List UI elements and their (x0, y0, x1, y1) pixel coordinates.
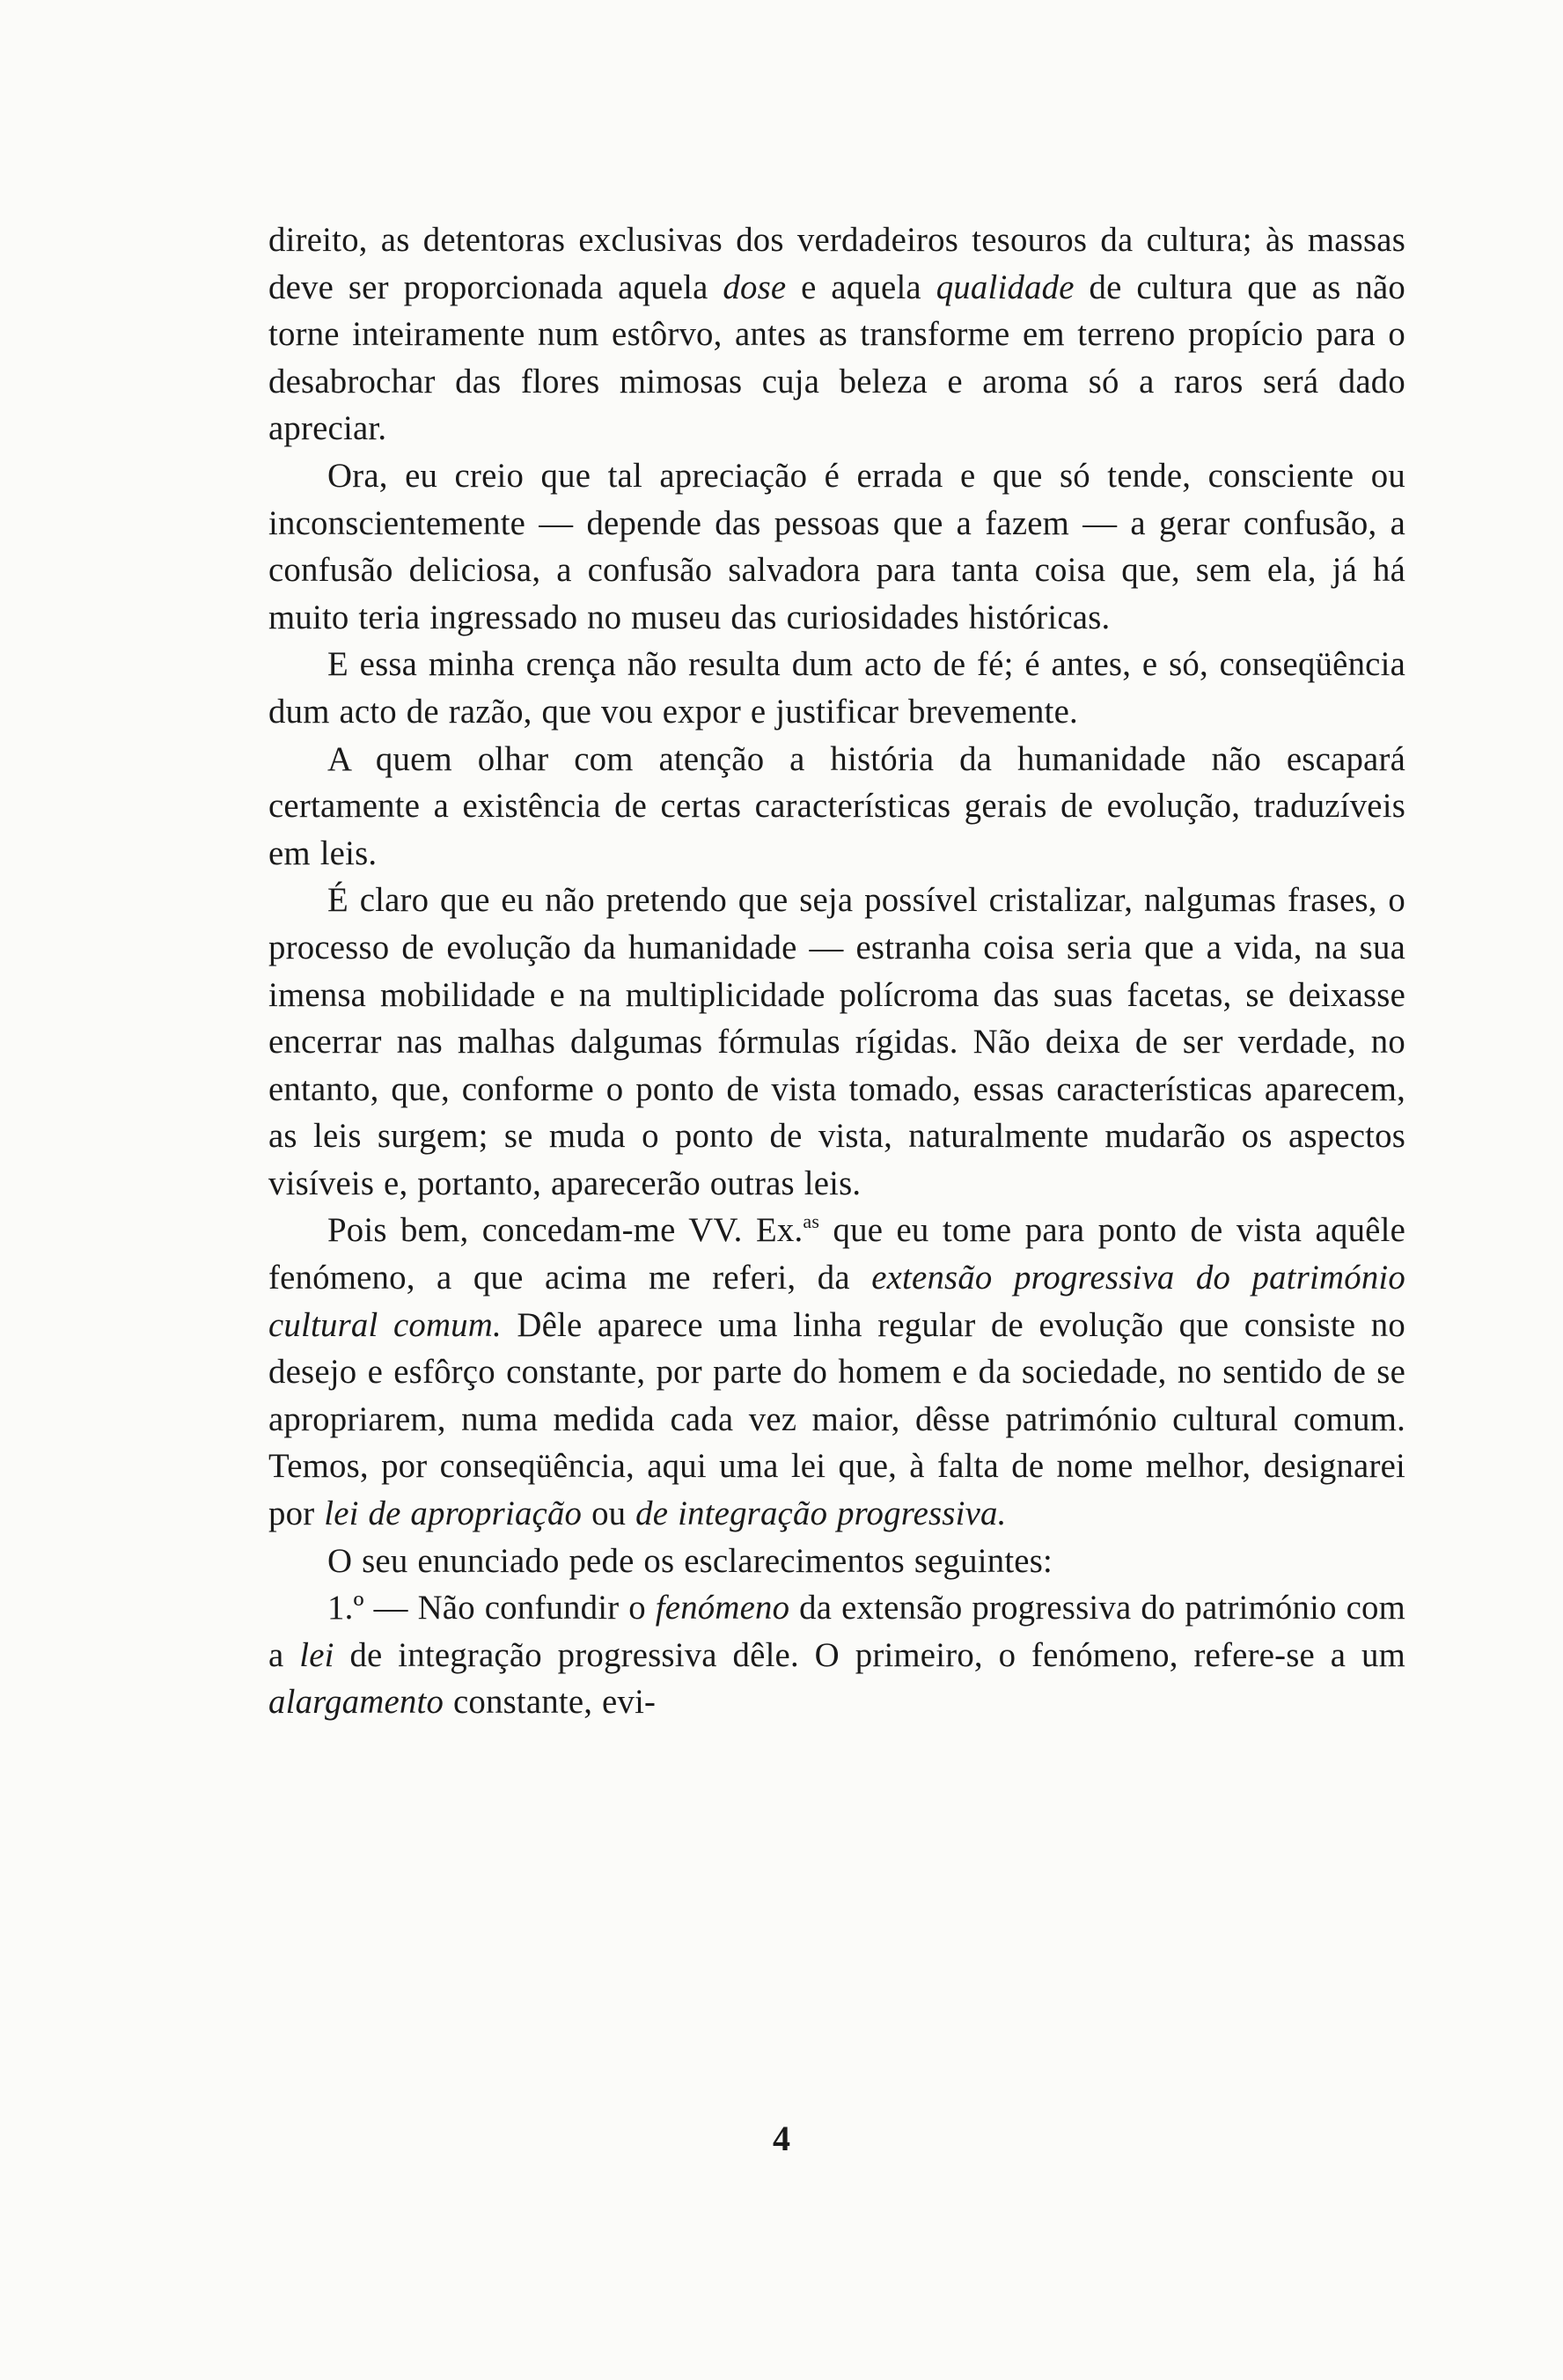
text-run: e aquela (786, 268, 936, 306)
italic-text: dose (723, 268, 787, 306)
text-run: de integração progressiva dêle. O primeiro, o fenómeno, refere-se a um (334, 1635, 1405, 1674)
italic-text: extensão progressiva do património cultural comum. (268, 1259, 1405, 1344)
paragraph (268, 1207, 1405, 1537)
italic-text: de integração progressiva. (635, 1495, 1007, 1533)
superscript-text: as (803, 1210, 820, 1233)
text-run: de cultura que as não torne inteiramente num estôrvo, antes as transforme em terreno propício para o desabrochar das flores mimosas cuja beleza e aroma só a raros será dado apreciar. (268, 268, 1405, 448)
italic-text: qualidade (936, 268, 1075, 306)
text-run: Pois bem, concedam-me VV. Ex. (327, 1211, 804, 1250)
text-run: Ora, eu creio que tal apreciação é errada e que só tende, consciente ou inconscientemente — depende das pessoas que a fazem — a gerar confusão, a confusão deliciosa, a confusão salvadora para tanta coisa que, sem ela, já há muito teria ingressado no museu das curiosidades históricas. (268, 456, 1405, 636)
text-run: 1.º — Não confundir o (327, 1589, 656, 1627)
paragraph (268, 217, 1405, 452)
text-run: da extensão progressiva do património com a (268, 1589, 1405, 1674)
paragraph (268, 641, 1405, 735)
italic-text: lei de apropriação (324, 1495, 583, 1533)
italic-text: lei (299, 1635, 334, 1674)
paragraph (268, 1584, 1405, 1726)
text-run: Dêle aparece uma linha regular de evolução que consiste no desejo e esfôrço constante, por parte do homem e da sociedade, no sentido de se apropriarem, numa medida cada vez maior, dêsse património cultural comum. Temos, por conseqüência, aqui uma lei que, à falta de nome melhor, designarei por (268, 1305, 1405, 1533)
text-run: que eu tome para ponto de vista aquêle fenómeno, a que acima me referi, da (268, 1211, 1405, 1297)
paragraph (268, 736, 1405, 878)
paragraph (268, 452, 1405, 641)
text-run: É claro que eu não pretendo que seja possível cristalizar, nalgumas frases, o processo de evolução da humanidade — estranha coisa seria que a vida, na sua imensa mobilidade e na multiplicidade polícroma das suas facetas, se deixasse encerrar nas malhas dalgumas fórmulas rígidas. Não deixa de ser verdade, no entanto, que, conforme o ponto de vista tomado, essas características aparecem, as leis surgem; se muda o ponto de vista, naturalmente mudarão os aspectos visíveis e, portanto, aparecerão outras leis. (268, 881, 1405, 1202)
text-run: constante, evi- (444, 1683, 657, 1722)
body-text (268, 217, 1405, 1726)
paragraph (268, 1538, 1405, 1585)
text-run: E essa minha crença não resulta dum acto de fé; é antes, e só, conseqüência dum acto de razão, que vou expor e justificar brevemente. (268, 645, 1405, 731)
text-run: O seu enunciado pede os esclarecimentos seguintes: (327, 1541, 1053, 1580)
text-run: A quem olhar com atenção a história da humanidade não escapará certamente a existência de certas características gerais de evolução, traduzíveis em leis. (268, 739, 1405, 872)
text-run: ou (582, 1495, 636, 1533)
italic-text: fenómeno (655, 1589, 790, 1627)
text-run: direito, as detentoras exclusivas dos verdadeiros tesouros da cultura; às massas deve ser proporcionada aquela (268, 221, 1405, 306)
italic-text: alargamento (268, 1683, 444, 1722)
paragraph (268, 877, 1405, 1207)
page-number: 4 (773, 2119, 790, 2158)
